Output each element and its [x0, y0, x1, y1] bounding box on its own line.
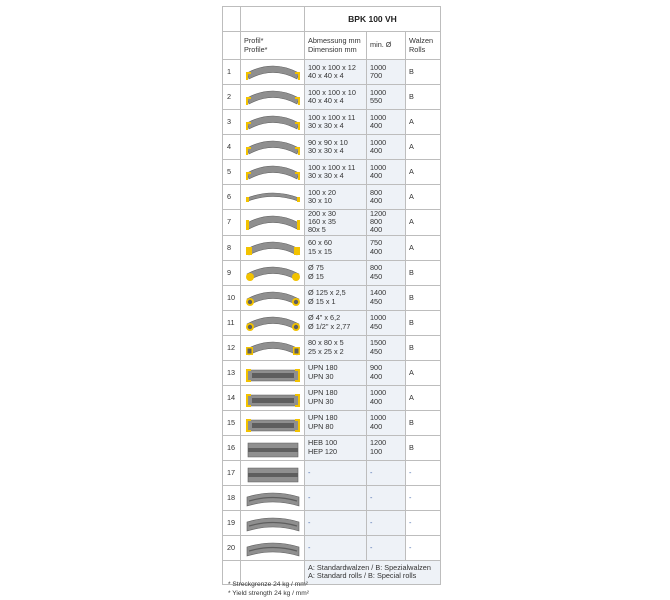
- dimension-cell: HEB 100 HEP 120: [305, 435, 367, 460]
- row-number: 19: [223, 510, 241, 535]
- table-row: [223, 460, 441, 485]
- table-row: [223, 510, 441, 535]
- row-number: 13: [223, 360, 241, 385]
- dimension-cell: 80 x 80 x 5 25 x 25 x 2: [305, 335, 367, 360]
- min-diameter-cell: 1000 400: [367, 160, 406, 185]
- rolls-cell: B: [406, 310, 441, 335]
- table-row: [223, 160, 441, 185]
- table-row: [223, 60, 441, 85]
- rolls-cell: B: [406, 285, 441, 310]
- rolls-cell: A: [406, 235, 441, 260]
- row-number: 20: [223, 535, 241, 560]
- rolls-cell: A: [406, 385, 441, 410]
- rolls-cell: B: [406, 85, 441, 110]
- profile-shape-icon: [241, 185, 305, 210]
- profile-shape-icon: [241, 260, 305, 285]
- table-row: [223, 285, 441, 310]
- table-row: [223, 335, 441, 360]
- footnote-yield-de: * Streckgrenze 24 kg / mm²: [228, 581, 308, 588]
- rolls-cell: B: [406, 435, 441, 460]
- table-row: [223, 485, 441, 510]
- profile-capacity-table: [222, 6, 441, 585]
- rolls-legend: A: Standardwalzen / B: Spezialwalzen A: Standard rolls / B: Special rolls: [305, 560, 441, 584]
- rolls-cell: -: [406, 485, 441, 510]
- dimension-cell: Ø 4" x 6,2 Ø 1/2" x 2,77: [305, 310, 367, 335]
- dimension-cell: 100 x 20 30 x 10: [305, 185, 367, 210]
- min-diameter-cell: 1000 400: [367, 135, 406, 160]
- dimension-cell: UPN 180 UPN 30: [305, 360, 367, 385]
- min-diameter-cell: -: [367, 485, 406, 510]
- profile-shape-icon: [241, 510, 305, 535]
- dimension-cell: 200 x 30 160 x 35 80x 5: [305, 210, 367, 236]
- row-number: 2: [223, 85, 241, 110]
- min-diameter-cell: 800 400: [367, 185, 406, 210]
- min-diameter-cell: -: [367, 460, 406, 485]
- dimension-cell: UPN 180 UPN 80: [305, 410, 367, 435]
- row-number: 1: [223, 60, 241, 85]
- min-diameter-cell: 800 450: [367, 260, 406, 285]
- profile-shape-icon: [241, 385, 305, 410]
- rolls-cell: A: [406, 210, 441, 236]
- row-number: 7: [223, 210, 241, 236]
- corner-cell: [223, 7, 241, 32]
- min-diameter-cell: 1000 450: [367, 310, 406, 335]
- profile-shape-icon: [241, 410, 305, 435]
- footnote-yield-en: * Yield strength 24 kg / mm²: [228, 590, 309, 597]
- row-number: 14: [223, 385, 241, 410]
- table-row: [223, 135, 441, 160]
- rolls-header: Walzen Rolls: [406, 32, 441, 60]
- min-diameter-cell: 1000 700: [367, 60, 406, 85]
- dimension-cell: -: [305, 485, 367, 510]
- profile-shape-icon: [241, 110, 305, 135]
- min-diameter-cell: 750 400: [367, 235, 406, 260]
- row-number: 9: [223, 260, 241, 285]
- dimension-cell: 90 x 90 x 10 30 x 30 x 4: [305, 135, 367, 160]
- min-diameter-cell: 1400 450: [367, 285, 406, 310]
- profile-shape-icon: [241, 535, 305, 560]
- row-number: 3: [223, 110, 241, 135]
- row-number: 4: [223, 135, 241, 160]
- row-number: 16: [223, 435, 241, 460]
- rolls-cell: -: [406, 460, 441, 485]
- dimension-header: Abmessung mm Dimension mm: [305, 32, 367, 60]
- dimension-cell: 60 x 60 15 x 15: [305, 235, 367, 260]
- table-row: [223, 185, 441, 210]
- dimension-cell: -: [305, 460, 367, 485]
- table-row: [223, 110, 441, 135]
- number-header: [223, 32, 241, 60]
- dimension-cell: 100 x 100 x 12 40 x 40 x 4: [305, 60, 367, 85]
- dimension-cell: UPN 180 UPN 30: [305, 385, 367, 410]
- rolls-cell: A: [406, 110, 441, 135]
- rolls-cell: B: [406, 60, 441, 85]
- table-row: [223, 85, 441, 110]
- profile-shape-icon: [241, 85, 305, 110]
- rolls-cell: A: [406, 185, 441, 210]
- machine-model-header: BPK 100 VH: [305, 7, 441, 32]
- table-row: [223, 360, 441, 385]
- row-number: 15: [223, 410, 241, 435]
- table-row: [223, 535, 441, 560]
- table-row: [223, 410, 441, 435]
- profile-shape-icon: [241, 360, 305, 385]
- table-row: [223, 385, 441, 410]
- min-diameter-cell: 1000 400: [367, 410, 406, 435]
- row-number: 6: [223, 185, 241, 210]
- row-number: 18: [223, 485, 241, 510]
- rolls-cell: B: [406, 335, 441, 360]
- profile-shape-icon: [241, 335, 305, 360]
- profile-shape-icon: [241, 235, 305, 260]
- profile-shape-icon: [241, 435, 305, 460]
- dimension-cell: -: [305, 510, 367, 535]
- rolls-cell: B: [406, 410, 441, 435]
- min-diameter-cell: -: [367, 535, 406, 560]
- min-diameter-cell: -: [367, 510, 406, 535]
- table-row: [223, 235, 441, 260]
- dimension-cell: 100 x 100 x 10 40 x 40 x 4: [305, 85, 367, 110]
- profile-shape-icon: [241, 135, 305, 160]
- corner-cell: [241, 7, 305, 32]
- rolls-cell: B: [406, 260, 441, 285]
- table-row: [223, 310, 441, 335]
- rolls-cell: A: [406, 360, 441, 385]
- rolls-cell: -: [406, 535, 441, 560]
- table-row: [223, 260, 441, 285]
- row-number: 11: [223, 310, 241, 335]
- row-number: 8: [223, 235, 241, 260]
- profile-header: Profil* Profile*: [241, 32, 305, 60]
- profile-shape-icon: [241, 210, 305, 236]
- min-diameter-cell: 1200 100: [367, 435, 406, 460]
- dimension-cell: Ø 75 Ø 15: [305, 260, 367, 285]
- table-row: [223, 210, 441, 236]
- min-diameter-cell: 1200 800 400: [367, 210, 406, 236]
- row-number: 10: [223, 285, 241, 310]
- profile-shape-icon: [241, 285, 305, 310]
- min-diameter-cell: 1500 450: [367, 335, 406, 360]
- profile-shape-icon: [241, 310, 305, 335]
- dimension-cell: -: [305, 535, 367, 560]
- min-diameter-cell: 1000 400: [367, 385, 406, 410]
- row-number: 17: [223, 460, 241, 485]
- profile-shape-icon: [241, 60, 305, 85]
- dimension-cell: 100 x 100 x 11 30 x 30 x 4: [305, 110, 367, 135]
- profile-shape-icon: [241, 460, 305, 485]
- min-diameter-cell: 1000 550: [367, 85, 406, 110]
- row-number: 5: [223, 160, 241, 185]
- min-diameter-cell: 900 400: [367, 360, 406, 385]
- profile-shape-icon: [241, 160, 305, 185]
- profile-shape-icon: [241, 485, 305, 510]
- dimension-cell: 100 x 100 x 11 30 x 30 x 4: [305, 160, 367, 185]
- rolls-cell: A: [406, 135, 441, 160]
- rolls-cell: A: [406, 160, 441, 185]
- rolls-cell: -: [406, 510, 441, 535]
- min-diameter-cell: 1000 400: [367, 110, 406, 135]
- dimension-cell: Ø 125 x 2,5 Ø 15 x 1: [305, 285, 367, 310]
- row-number: 12: [223, 335, 241, 360]
- table-row: [223, 435, 441, 460]
- min-diameter-header: min. Ø: [367, 32, 406, 60]
